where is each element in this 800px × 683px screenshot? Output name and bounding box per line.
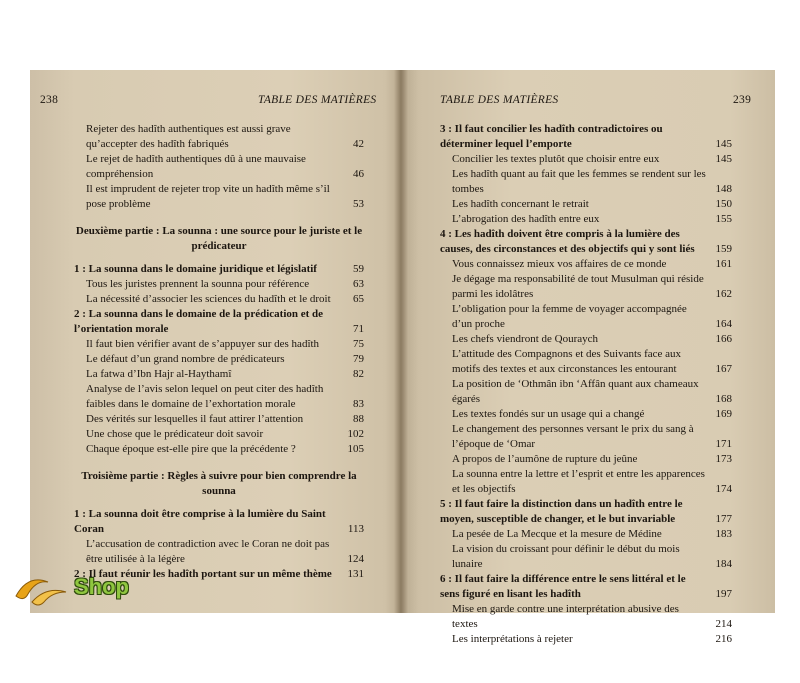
- chapter-entry: 2 : La sounna dans le domaine de la prédication et de l’orientation morale 71: [74, 308, 364, 335]
- toc-entry: Il est imprudent de rejeter trop vite un hadîth même s’il pose problème 53: [86, 183, 364, 210]
- toc-entry: Analyse de l’avis selon lequel on peut citer des hadîth faibles dans le domaine de l’exhortation morale 83: [86, 383, 364, 410]
- right-page: [400, 70, 775, 645]
- left-running-header: TABLE DES MATIÈRES: [258, 94, 377, 106]
- logo-text: Shop: [74, 574, 129, 599]
- toc-entry: Le rejet de hadîth authentiques dû à une mauvaise compréhension 46: [86, 153, 364, 180]
- toc-entry: L’attitude des Compagnons et des Suivants face aux motifs des textes et aux circonstances les entourant 167: [452, 348, 732, 375]
- toc-entry: Il faut bien vérifier avant de s’appuyer sur des hadîth 75: [86, 338, 364, 350]
- toc-entry: Je dégage ma responsabilité de tout Musulman qui réside parmi les idolâtres 162: [452, 273, 732, 300]
- toc-entry: La fatwa d’Ibn Hajr al-Haythamî 82: [86, 368, 364, 380]
- toc-entry: Les chefs viendront de Qouraych 166: [452, 333, 732, 345]
- right-running-header: TABLE DES MATIÈRES: [440, 94, 559, 106]
- toc-entry: Les interprétations à rejeter 216: [452, 633, 732, 645]
- toc-entry: Mise en garde contre une interprétation abusive des textes 214: [452, 603, 732, 630]
- toc-entry: Des vérités sur lesquelles il faut attirer l’attention 88: [86, 413, 364, 425]
- chapter-entry: 4 : Les hadîth doivent être compris à la lumière des causes, des circonstances et des objectifs qui y sont liés 159: [440, 228, 732, 255]
- toc-entry: Le changement des personnes versant le prix du sang à l’époque de ‘Omar 171: [452, 423, 732, 450]
- part-heading: Troisième partie : Règles à suivre pour bien comprendre la sounna: [81, 470, 357, 497]
- book-gutter: [394, 70, 408, 613]
- toc-entry: La vision du croissant pour définir le début du mois lunaire 184: [452, 543, 732, 570]
- part-heading: Deuxième partie : La sounna : une source pour le juriste et le prédicateur: [75, 225, 363, 252]
- toc-entry: Les textes fondés sur un usage qui a changé 169: [452, 408, 732, 420]
- toc-entry: Concilier les textes plutôt que choisir entre eux 145: [452, 153, 732, 165]
- toc-entry: La nécessité d’associer les sciences du hadîth et le droit 65: [86, 293, 364, 305]
- toc-entry: L’accusation de contradiction avec le Coran ne doit pas être utilisée à la légère 124: [86, 538, 364, 565]
- toc-entry: Chaque époque est-elle pire que la précédente ? 105: [86, 443, 364, 455]
- toc-entry: Les hadîth concernant le retrait 150: [452, 198, 732, 210]
- toc-entry: Les hadîth quant au fait que les femmes se rendent sur les tombes 148: [452, 168, 732, 195]
- toc-entry: La sounna entre la lettre et l’esprit et entre les apparences et les objectifs 174: [452, 468, 732, 495]
- shop-logo: [14, 568, 174, 612]
- toc-entry: Rejeter des hadîth authentiques est aussi grave qu’accepter des hadîth fabriqués 42: [86, 123, 364, 150]
- toc-entry: Tous les juristes prennent la sounna pour référence 63: [86, 278, 364, 290]
- chapter-entry: 1 : La sounna dans le domaine juridique et législatif 59: [74, 263, 364, 275]
- toc-entry: L’abrogation des hadîth entre eux 155: [452, 213, 732, 225]
- open-book: [30, 70, 775, 645]
- chapter-entry: 2 : Il faut réunir les hadîth portant sur un même thème 131: [74, 568, 364, 580]
- chapter-entry: 1 : La sounna doit être comprise à la lumière du Saint Coran 113: [74, 508, 364, 535]
- chapter-entry: 5 : Il faut faire la distinction dans un hadîth entre le moyen, susceptible de changer, et le but invariable 177: [440, 498, 732, 525]
- toc-entry: Le défaut d’un grand nombre de prédicateurs 79: [86, 353, 364, 365]
- right-toc: [440, 122, 732, 647]
- toc-entry: A propos de l’aumône de rupture du jeûne 173: [452, 453, 732, 465]
- chapter-entry: 3 : Il faut concilier les hadîth contradictoires ou déterminer lequel l’emporte 145: [440, 123, 732, 150]
- right-page-number: 239: [733, 94, 752, 106]
- toc-entry: Une chose que le prédicateur doit savoir 102: [86, 428, 364, 440]
- left-page: [30, 70, 400, 613]
- toc-entry: La pesée de La Mecque et la mesure de Médine 183: [452, 528, 732, 540]
- toc-entry: L’obligation pour la femme de voyager accompagnée d’un proche 164: [452, 303, 732, 330]
- toc-entry: Vous connaissez mieux vos affaires de ce monde 161: [452, 258, 732, 270]
- left-page-number: 238: [40, 94, 59, 106]
- left-toc: [74, 122, 364, 582]
- toc-entry: La position de ‘Othmân ibn ‘Affân quant aux chameaux égarés 168: [452, 378, 732, 405]
- chapter-entry: 6 : Il faut faire la différence entre le sens littéral et le sens figuré en lisant les hadîth 197: [440, 573, 732, 600]
